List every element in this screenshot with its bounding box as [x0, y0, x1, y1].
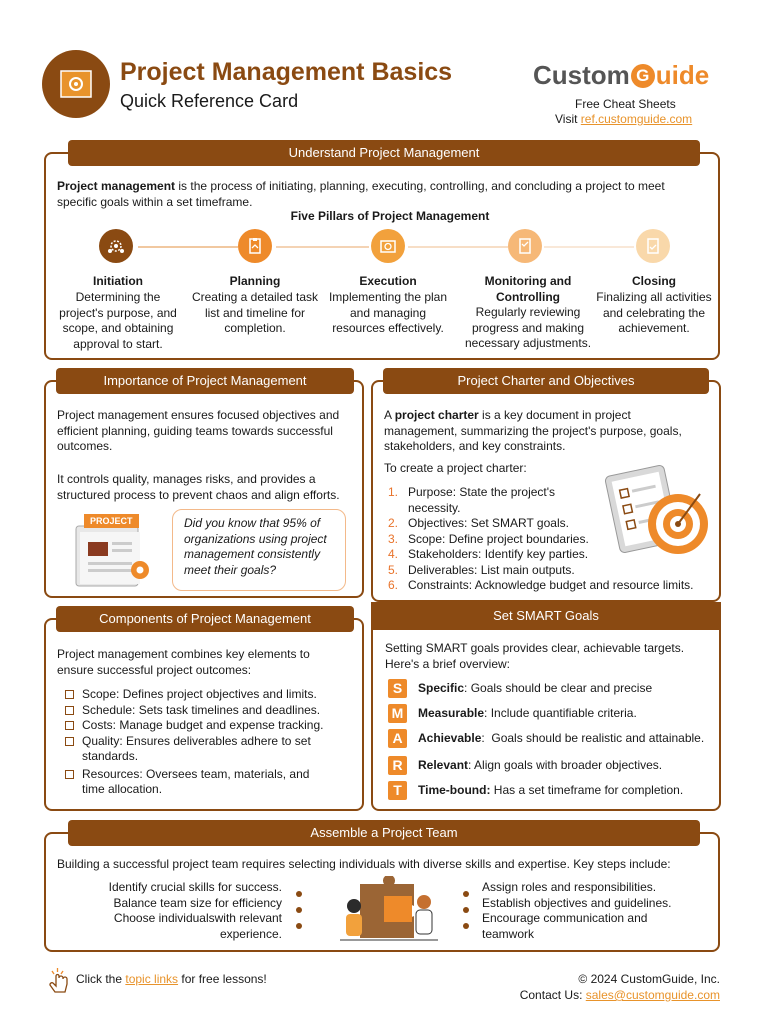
smart-row [388, 755, 662, 775]
charter-intro-prefix: A [384, 408, 395, 422]
topic-links[interactable]: topic links [125, 972, 179, 986]
team-heading[interactable]: Assemble a Project Team [68, 820, 700, 846]
tagline: Free Cheat Sheets [575, 97, 676, 111]
copyright: © 2024 CustomGuide, Inc. [578, 972, 720, 986]
logo-text-left: Custom [533, 60, 630, 90]
list-text: Deliverables: List main outputs. [408, 562, 575, 577]
pillar-title[interactable]: Planning [229, 274, 281, 288]
team-gear-icon [99, 229, 133, 263]
list-text: Resources: Oversees team, materials, and time allocation. [82, 766, 310, 796]
contact-line [520, 988, 720, 1004]
list-text: Balance team size for efficiency [113, 895, 282, 910]
pillars-title: Five Pillars of Project Management [290, 209, 490, 223]
list-text: Objectives: Set SMART goals. [408, 516, 569, 530]
bullet-icon [296, 916, 302, 934]
smart-desc: : Include quantifiable criteria. [484, 706, 637, 720]
list-number: 6. [388, 578, 399, 592]
pillar-title[interactable]: Initiation [93, 274, 143, 288]
click-suffix: for free lessons! [178, 972, 267, 986]
pillar-title[interactable]: Closing [632, 274, 676, 288]
pointer-hand-icon [48, 966, 70, 994]
callout-text: Did you know that 95% of organizations using project management consistently meet their goals? [184, 516, 327, 577]
smart-term[interactable]: Specific [418, 681, 465, 695]
understand-intro [57, 179, 707, 210]
pillar-arrow [138, 246, 238, 248]
visit-prefix: Visit [555, 112, 581, 126]
pillar-arrow [276, 246, 369, 248]
page-subtitle: Quick Reference Card [120, 91, 299, 111]
charter-lead: To create a project charter: [384, 461, 527, 475]
smart-letter: T [388, 781, 407, 800]
checkbox-icon [65, 690, 74, 699]
clipboard-icon [238, 229, 272, 263]
visit-line [555, 112, 692, 128]
project-label: PROJECT [84, 514, 139, 528]
smart-desc: : Align goals with broader objectives. [468, 758, 663, 772]
checkbox-icon [65, 706, 74, 715]
smart-intro: Setting SMART goals provides clear, achievable targets. Here's a brief overview: [385, 641, 685, 671]
pillar-desc: Regularly reviewing progress and making necessary adjustments. [464, 305, 592, 350]
list-text: Assign roles and responsibilities. [482, 880, 657, 894]
list-item [388, 578, 706, 594]
checklist-icon [508, 229, 542, 263]
list-text: Scope: Define project boundaries. [408, 531, 589, 546]
list-item [62, 734, 352, 765]
components-heading[interactable]: Components of Project Management [56, 606, 354, 632]
clipboard-target-icon [604, 460, 712, 568]
pillar-desc: Creating a detailed task list and timeline for completion. [191, 290, 319, 335]
smart-row [388, 780, 683, 800]
pillar-arrow [408, 246, 508, 248]
list-item [62, 767, 312, 798]
pillar-desc: Finalizing all activities and celebrating the achievement. [596, 290, 712, 335]
importance-p2: It controls quality, manages risks, and provides a structured process to prevent chaos and align efforts. [57, 472, 340, 502]
document-check-icon [636, 229, 670, 263]
checkbox-icon [65, 737, 74, 746]
smart-term[interactable]: Time-bound: [418, 783, 491, 797]
list-number: 3. [388, 531, 399, 546]
team-intro: Building a successful project team requires selecting individuals with diverse skills and expertise. Key steps include: [57, 857, 671, 871]
smart-letter: R [388, 756, 407, 775]
components-intro: Project management combines key elements to ensure successful project outcomes: [57, 647, 310, 677]
list-text: Choose individualswith relevant experience. [113, 911, 282, 941]
bullet-icon [463, 916, 469, 934]
intro-bold-term[interactable]: Project management [57, 179, 176, 193]
smart-row [388, 728, 704, 748]
smart-row [388, 678, 652, 698]
charter-intro [384, 408, 694, 455]
smart-letter: M [388, 704, 407, 723]
understand-heading[interactable]: Understand Project Management [68, 140, 700, 166]
logo-g-mark: G [631, 64, 655, 88]
importance-heading[interactable]: Importance of Project Management [56, 368, 354, 394]
charter-term[interactable]: project charter [394, 408, 479, 422]
visit-link[interactable]: ref.customguide.com [580, 112, 693, 126]
contact-email[interactable]: sales@customguide.com [585, 988, 720, 1002]
contact-prefix: Contact Us: [519, 988, 586, 1002]
click-prefix: Click the [76, 972, 126, 986]
intro-rest: is the process of initiating, planning, executing, controlling, and concluding a project to meet specific goals within a set timeframe. [57, 179, 665, 209]
team-puzzle-icon [330, 876, 448, 948]
list-number: 4. [388, 547, 399, 561]
pillar-title[interactable]: Monitoring and Controlling [484, 274, 572, 304]
list-text: Scope: Defines project objectives and limits. [82, 687, 317, 701]
smart-letter: S [388, 679, 407, 698]
charter-intro-rest: is a key document in project management, summarizing the project's purpose, goals, stakeholders, and key constraints. [384, 408, 682, 453]
list-number: 5. [388, 562, 399, 577]
brand-logo[interactable] [533, 60, 709, 91]
checkbox-icon [65, 770, 74, 779]
smart-desc: Has a set timeframe for completion. [490, 783, 684, 797]
list-item [62, 687, 352, 703]
list-text: Purpose: State the project's necessity. [408, 485, 556, 515]
charter-heading[interactable]: Project Charter and Objectives [383, 368, 709, 394]
list-text: Quality: Ensures deliverables adhere to set standards. [82, 733, 311, 763]
page-title: Project Management Basics [120, 58, 453, 86]
header-logo-icon [42, 50, 110, 118]
list-text: Identify crucial skills for success. [108, 880, 282, 894]
smart-heading[interactable]: Set SMART Goals [371, 602, 721, 630]
list-number: 2. [388, 516, 399, 530]
blueprint-icon [371, 229, 405, 263]
smart-desc: : Goals should be clear and precise [464, 681, 653, 695]
list-number: 1. [388, 485, 399, 499]
logo-text-right: uide [655, 60, 710, 90]
list-text: Schedule: Sets task timelines and deadlines. [82, 702, 321, 717]
smart-letter: A [388, 729, 407, 748]
smart-row [388, 703, 637, 723]
list-text: Costs: Manage budget and expense tracking. [82, 718, 324, 732]
list-item [62, 718, 352, 734]
smart-desc: : Goals should be realistic and attainable. [481, 731, 705, 745]
pillar-desc: Implementing the plan and managing resources effectively. [328, 290, 448, 335]
list-text: Stakeholders: Identify key parties. [408, 547, 589, 561]
checkbox-icon [65, 721, 74, 730]
list-item [62, 703, 352, 719]
pillar-arrow [544, 246, 634, 248]
smart-term[interactable]: Measurable [418, 706, 485, 720]
footer-click-line [76, 972, 267, 988]
list-item [388, 485, 568, 516]
importance-p1: Project management ensures focused objectives and efficient planning, guiding teams towards successful outcomes. [57, 408, 340, 453]
list-text: Establish objectives and guidelines. [482, 895, 672, 910]
components-list [62, 687, 352, 798]
list-text: Encourage communication and teamwork [482, 911, 648, 941]
smart-term[interactable]: Achievable [418, 731, 482, 745]
pillar-desc: Determining the project's purpose, and scope, and obtaining approval to start. [59, 290, 177, 351]
smart-term[interactable]: Relevant [418, 758, 469, 772]
list-text: Constraints: Acknowledge budget and resource limits. [408, 578, 694, 592]
team-right-list [482, 880, 682, 942]
pillar-title[interactable]: Execution [359, 274, 417, 288]
team-left-list [96, 880, 282, 942]
